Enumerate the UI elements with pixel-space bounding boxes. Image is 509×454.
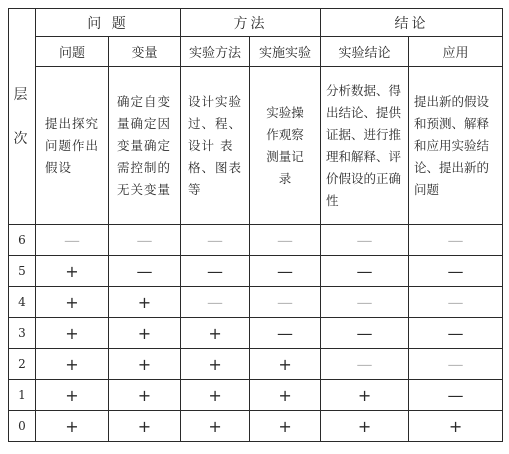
dash-mark: — xyxy=(277,323,294,343)
level-cell-implement xyxy=(250,287,321,318)
description-implement xyxy=(250,67,321,225)
plus-mark: + xyxy=(65,385,79,405)
dash-mark: — xyxy=(356,354,373,374)
level-cell-problem xyxy=(36,225,109,256)
level-cell-application xyxy=(409,225,503,256)
level-cell-implement xyxy=(250,318,321,349)
dash-mark: — xyxy=(277,230,294,250)
description-problem: 提出探究问题作出假设 xyxy=(36,67,109,225)
header-group-row xyxy=(9,9,503,37)
plus-mark: + xyxy=(65,261,79,281)
group-header-conclusion: 结论 xyxy=(321,9,503,37)
plus-mark: + xyxy=(65,354,79,374)
plus-mark: + xyxy=(137,292,152,312)
dash-mark: — xyxy=(356,230,373,250)
level-cell-application xyxy=(409,411,503,442)
level-cell-variable xyxy=(109,380,181,411)
dash-mark: — xyxy=(207,261,224,281)
level-cell-application xyxy=(409,380,503,411)
column-header-application: 应用 xyxy=(409,37,503,67)
column-header-design: 实验方法 xyxy=(181,37,250,67)
level-cell-design xyxy=(181,318,250,349)
level-number: 6 xyxy=(9,225,36,256)
level-cell-conclusion xyxy=(321,256,409,287)
dash-mark: — xyxy=(356,323,373,343)
level-cell-variable xyxy=(109,349,181,380)
column-header-conclusion: 实验结论 xyxy=(321,37,409,67)
group-header-problem: 问 题 xyxy=(36,9,181,37)
dash-mark: — xyxy=(277,292,294,312)
level-row-1 xyxy=(9,380,503,411)
level-cell-problem xyxy=(36,256,109,287)
description-implement-text: 实验操作观察测量记录 xyxy=(266,104,304,186)
layer-label-char-2: 次 xyxy=(13,130,31,147)
level-cell-variable xyxy=(109,411,181,442)
level-number: 3 xyxy=(9,318,36,349)
level-cell-application xyxy=(409,318,503,349)
dash-mark: — xyxy=(447,230,464,250)
layer-label-cell xyxy=(9,9,36,225)
plus-mark: + xyxy=(448,416,463,436)
level-cell-variable xyxy=(109,318,181,349)
level-cell-design xyxy=(181,411,250,442)
level-rows xyxy=(9,225,503,442)
plus-mark: + xyxy=(357,385,372,405)
level-cell-conclusion xyxy=(321,318,409,349)
level-cell-conclusion xyxy=(321,380,409,411)
column-header-problem: 问题 xyxy=(36,37,109,67)
plus-mark: + xyxy=(278,354,292,374)
level-cell-design xyxy=(181,256,250,287)
level-number: 0 xyxy=(9,411,36,442)
level-row-0 xyxy=(9,411,503,442)
level-row-6 xyxy=(9,225,503,256)
level-cell-design xyxy=(181,380,250,411)
plus-mark: + xyxy=(208,416,222,436)
dash-mark: — xyxy=(207,292,224,312)
level-number: 2 xyxy=(9,349,36,380)
plus-mark: + xyxy=(278,416,292,436)
level-cell-design xyxy=(181,287,250,318)
plus-mark: + xyxy=(357,416,372,436)
level-cell-application xyxy=(409,256,503,287)
dash-mark: — xyxy=(447,261,464,281)
level-cell-implement xyxy=(250,380,321,411)
dash-mark: — xyxy=(136,230,153,250)
level-cell-variable xyxy=(109,225,181,256)
plus-mark: + xyxy=(137,354,152,374)
level-cell-application xyxy=(409,287,503,318)
header-column-row xyxy=(9,37,503,67)
level-cell-problem xyxy=(36,318,109,349)
plus-mark: + xyxy=(65,416,79,436)
level-number: 1 xyxy=(9,380,36,411)
dash-mark: — xyxy=(64,230,80,250)
plus-mark: + xyxy=(137,416,152,436)
level-cell-design xyxy=(181,225,250,256)
description-application: 提出新的假设和预测、解释和应用实验结论、提出新的问题 xyxy=(409,67,503,225)
plus-mark: + xyxy=(208,323,222,343)
description-variable: 确定自变量确定因变量确定需控制的无关变量 xyxy=(109,67,181,225)
level-row-5 xyxy=(9,256,503,287)
level-cell-implement xyxy=(250,411,321,442)
level-cell-implement xyxy=(250,256,321,287)
level-row-4 xyxy=(9,287,503,318)
plus-mark: + xyxy=(137,323,152,343)
level-cell-problem xyxy=(36,411,109,442)
group-header-method: 方法 xyxy=(181,9,321,37)
level-row-2 xyxy=(9,349,503,380)
description-conclusion: 分析数据、得出结论、提供证据、进行推理和解释、评价假设的正确性 xyxy=(321,67,409,225)
plus-mark: + xyxy=(65,292,79,312)
plus-mark: + xyxy=(208,354,222,374)
level-number: 5 xyxy=(9,256,36,287)
column-header-variable: 变量 xyxy=(109,37,181,67)
inquiry-level-table xyxy=(8,8,503,442)
level-cell-variable xyxy=(109,287,181,318)
level-cell-problem xyxy=(36,287,109,318)
plus-mark: + xyxy=(278,385,292,405)
level-cell-conclusion xyxy=(321,225,409,256)
dash-mark: — xyxy=(277,261,294,281)
plus-mark: + xyxy=(65,323,79,343)
level-cell-implement xyxy=(250,349,321,380)
level-cell-application xyxy=(409,349,503,380)
column-header-implement: 实施实验 xyxy=(250,37,321,67)
level-cell-problem xyxy=(36,380,109,411)
dash-mark: — xyxy=(136,261,153,281)
level-cell-conclusion xyxy=(321,287,409,318)
level-cell-conclusion xyxy=(321,349,409,380)
layer-label-char-1: 层 xyxy=(13,86,31,103)
plus-mark: + xyxy=(137,385,152,405)
level-cell-implement xyxy=(250,225,321,256)
dash-mark: — xyxy=(447,323,464,343)
level-cell-design xyxy=(181,349,250,380)
dash-mark: — xyxy=(447,354,464,374)
dash-mark: — xyxy=(447,292,464,312)
description-row xyxy=(9,67,503,225)
level-row-3 xyxy=(9,318,503,349)
dash-mark: — xyxy=(447,385,464,405)
dash-mark: — xyxy=(356,261,373,281)
level-cell-variable xyxy=(109,256,181,287)
dash-mark: — xyxy=(356,292,373,312)
description-design: 设计实验过、程、设计 表 格、图表等 xyxy=(181,67,250,225)
dash-mark: — xyxy=(207,230,224,250)
plus-mark: + xyxy=(208,385,222,405)
level-cell-conclusion xyxy=(321,411,409,442)
level-cell-problem xyxy=(36,349,109,380)
level-number: 4 xyxy=(9,287,36,318)
